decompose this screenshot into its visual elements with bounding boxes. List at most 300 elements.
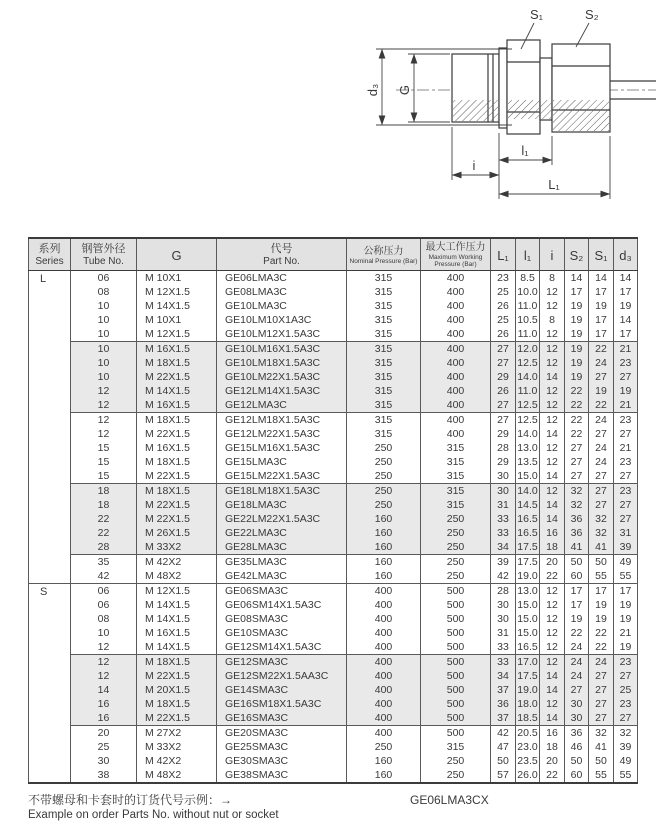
cell-L1: 47 — [491, 740, 516, 754]
cell-max-pressure: 400 — [421, 271, 491, 286]
cell-S1: 17 — [589, 584, 614, 599]
cell-part-no: GE10LM12X1.5A3C — [217, 327, 347, 342]
cell-i: 18 — [540, 540, 565, 555]
cell-part-no: GE12SM22X1.5AA3C — [217, 669, 347, 683]
cell-S1: 17 — [589, 327, 614, 342]
table-row — [29, 584, 638, 599]
table-row — [29, 469, 638, 484]
cell-S2: 60 — [565, 768, 589, 783]
cell-S1: 19 — [589, 612, 614, 626]
cell-i: 12 — [540, 342, 565, 357]
cell-i: 12 — [540, 413, 565, 428]
cell-S1: 50 — [589, 754, 614, 768]
cell-thread-g: M 16X1.5 — [137, 398, 217, 413]
table-row — [29, 512, 638, 526]
header-tube-en: Tube No. — [83, 256, 124, 267]
cell-thread-g: M 48X2 — [137, 569, 217, 584]
cell-tube-no: 12 — [71, 427, 137, 441]
cell-i: 12 — [540, 598, 565, 612]
cell-i: 18 — [540, 740, 565, 754]
table-row — [29, 555, 638, 570]
header-max-pressure — [421, 238, 491, 271]
cell-thread-g: M 14X1.5 — [137, 299, 217, 313]
cell-l1: 12.5 — [517, 399, 538, 411]
cell-nominal-pressure: 160 — [347, 555, 421, 570]
cell-nominal-pressure: 160 — [347, 540, 421, 555]
cell-thread-g: M 16X1.5 — [137, 626, 217, 640]
cell-d3: 21 — [614, 441, 638, 455]
cell-l1: 16.5 — [517, 527, 538, 539]
cell-i: 12 — [540, 626, 565, 640]
cell-i: 12 — [540, 285, 565, 299]
cell-S2: 22 — [565, 427, 589, 441]
cell-thread-g: M 18X1.5 — [137, 655, 217, 670]
cell-L1: 25 — [491, 313, 516, 327]
table-row — [29, 327, 638, 342]
cell-i: 14 — [540, 683, 565, 697]
cell-i: 16 — [540, 726, 565, 741]
cell-part-no: GE35LMA3C — [217, 555, 347, 570]
cell-i: 12 — [540, 484, 565, 499]
cell-tube-no: 15 — [71, 455, 137, 469]
cell-max-pressure: 250 — [421, 526, 491, 540]
cell-S1: 27 — [589, 484, 614, 499]
cell-l1: 14.5 — [517, 499, 538, 511]
footer-example-code: GE06LMA3CX — [410, 793, 489, 807]
cell-i: 12 — [540, 327, 565, 342]
table-row — [29, 455, 638, 469]
cell-S1: 32 — [589, 526, 614, 540]
cell-S2: 17 — [565, 584, 589, 599]
cell-tube-no: 10 — [71, 370, 137, 384]
cell-S1: 32 — [589, 726, 614, 741]
cell-thread-g: M 12X1.5 — [137, 584, 217, 599]
cell-L1: 30 — [491, 598, 516, 612]
cell-max-pressure: 400 — [421, 370, 491, 384]
cell-thread-g: M 14X1.5 — [137, 640, 217, 655]
cell-i: 14 — [540, 711, 565, 726]
cell-part-no: GE16SMA3C — [217, 711, 347, 726]
cell-S1: 22 — [589, 398, 614, 413]
cell-S2: 19 — [565, 313, 589, 327]
cell-nominal-pressure: 250 — [347, 469, 421, 484]
table-row — [29, 413, 638, 428]
table-header-row — [29, 238, 638, 271]
table-row — [29, 598, 638, 612]
cell-l1: 23.5 — [517, 755, 538, 767]
cell-i: 12 — [540, 655, 565, 670]
cell-d3: 21 — [614, 626, 638, 640]
cell-tube-no: 30 — [71, 754, 137, 768]
cell-S1: 27 — [589, 469, 614, 484]
cell-L1: 31 — [491, 498, 516, 512]
header-d3: d₃ — [614, 238, 638, 271]
cell-thread-g: M 14X1.5 — [137, 598, 217, 612]
cell-L1: 57 — [491, 768, 516, 783]
table-row — [29, 669, 638, 683]
cell-tube-no: 10 — [71, 327, 137, 342]
cell-S1: 50 — [589, 555, 614, 570]
cell-tube-no: 16 — [71, 697, 137, 711]
cell-tube-no: 15 — [71, 469, 137, 484]
cell-S2: 24 — [565, 669, 589, 683]
cell-S1: 24 — [589, 655, 614, 670]
cell-d3: 23 — [614, 697, 638, 711]
cell-S2: 27 — [565, 441, 589, 455]
cell-nominal-pressure: 315 — [347, 313, 421, 327]
cell-l1: 15.0 — [517, 599, 538, 611]
cell-part-no: GE22LM22X1.5A3C — [217, 512, 347, 526]
cell-tube-no: 18 — [71, 484, 137, 499]
cell-S1: 14 — [589, 271, 614, 286]
cell-L1: 30 — [491, 469, 516, 484]
cell-d3: 21 — [614, 398, 638, 413]
cell-thread-g: M 22X1.5 — [137, 512, 217, 526]
cell-d3: 55 — [614, 569, 638, 584]
cell-thread-g: M 26X1.5 — [137, 526, 217, 540]
cell-part-no: GE12LMA3C — [217, 398, 347, 413]
cell-part-no: GE08LMA3C — [217, 285, 347, 299]
cell-part-no: GE10LMA3C — [217, 299, 347, 313]
table-row — [29, 768, 638, 783]
cell-S2: 30 — [565, 711, 589, 726]
cell-S2: 36 — [565, 512, 589, 526]
cell-thread-g: M 18X1.5 — [137, 455, 217, 469]
cell-S2: 60 — [565, 569, 589, 584]
cell-max-pressure: 500 — [421, 711, 491, 726]
cell-max-pressure: 400 — [421, 299, 491, 313]
cell-d3: 23 — [614, 484, 638, 499]
cell-d3: 19 — [614, 640, 638, 655]
cell-part-no: GE10LM22X1.5A3C — [217, 370, 347, 384]
cell-L1: 25 — [491, 285, 516, 299]
cell-l1: 8.5 — [516, 271, 540, 286]
cell-S2: 22 — [565, 384, 589, 398]
cell-i: 8 — [540, 271, 565, 286]
cell-S1: 22 — [589, 626, 614, 640]
cell-S1: 41 — [589, 740, 614, 754]
cell-l1: 11.0 — [516, 384, 540, 398]
cell-thread-g: M 22X1.5 — [137, 711, 217, 726]
cell-thread-g: M 18X1.5 — [137, 413, 217, 428]
cell-d3: 19 — [614, 612, 638, 626]
cell-S2: 41 — [565, 540, 589, 555]
cell-S2: 17 — [565, 598, 589, 612]
table-row — [29, 697, 638, 711]
cell-i: 12 — [540, 299, 565, 313]
table-row — [29, 356, 638, 370]
cell-d3: 25 — [614, 683, 638, 697]
cell-part-no: GE15LM22X1.5A3C — [217, 469, 347, 484]
series-label: S — [29, 584, 71, 784]
cell-tube-no: 10 — [71, 342, 137, 357]
header-part-no — [217, 238, 347, 271]
footer-note-cn: 不带螺母和卡套时的订货代号示例：→ — [28, 793, 233, 807]
cell-S2: 27 — [565, 683, 589, 697]
table-row — [29, 540, 638, 555]
cell-l1: 15.0 — [517, 613, 538, 625]
cell-max-pressure: 250 — [421, 555, 491, 570]
cell-l1: 11.0 — [516, 327, 540, 342]
cell-part-no: GE06LMA3C — [217, 271, 347, 286]
fitting-technical-drawing — [362, 2, 660, 214]
parts-table-body — [29, 271, 638, 784]
cell-part-no: GE12LM22X1.5A3C — [217, 427, 347, 441]
header-l1: l₁ — [516, 238, 540, 271]
cell-S2: 19 — [565, 356, 589, 370]
table-row — [29, 370, 638, 384]
cell-thread-g: M 16X1.5 — [137, 342, 217, 357]
cell-nominal-pressure: 160 — [347, 569, 421, 584]
cell-l1: 19.0 — [517, 684, 538, 696]
cell-max-pressure: 500 — [421, 640, 491, 655]
cell-thread-g: M 20X1.5 — [137, 683, 217, 697]
cell-tube-no: 14 — [71, 683, 137, 697]
cell-S1: 24 — [589, 455, 614, 469]
table-row — [29, 683, 638, 697]
cell-S2: 14 — [565, 271, 589, 286]
cell-nominal-pressure: 400 — [347, 612, 421, 626]
cell-i: 12 — [540, 384, 565, 398]
cell-S2: 30 — [565, 697, 589, 711]
cell-S1: 27 — [589, 697, 614, 711]
cell-d3: 49 — [614, 754, 638, 768]
cell-L1: 26 — [491, 299, 516, 313]
header-thread-g — [137, 238, 217, 271]
cell-i: 14 — [540, 427, 565, 441]
cell-d3: 27 — [614, 370, 638, 384]
table-row — [29, 754, 638, 768]
table-row — [29, 342, 638, 357]
cell-L1: 36 — [491, 697, 516, 711]
cell-S2: 32 — [565, 484, 589, 499]
cell-S2: 50 — [565, 555, 589, 570]
cell-S1: 55 — [589, 768, 614, 783]
cell-d3: 32 — [614, 726, 638, 741]
header-g-label: G — [171, 247, 182, 263]
cell-S1: 32 — [589, 512, 614, 526]
cell-thread-g: M 22X1.5 — [137, 669, 217, 683]
cell-S1: 17 — [589, 313, 614, 327]
cell-max-pressure: 400 — [421, 398, 491, 413]
cell-S1: 24 — [589, 413, 614, 428]
cell-L1: 42 — [491, 726, 516, 741]
cell-tube-no: 18 — [71, 498, 137, 512]
cell-L1: 39 — [491, 555, 516, 570]
cell-L1: 42 — [491, 569, 516, 584]
cell-S1: 27 — [589, 683, 614, 697]
cell-nominal-pressure: 400 — [347, 655, 421, 670]
cell-L1: 29 — [491, 455, 516, 469]
cell-thread-g: M 48X2 — [137, 768, 217, 783]
cell-S2: 24 — [565, 655, 589, 670]
footer-note — [28, 793, 637, 822]
cell-thread-g: M 12X1.5 — [137, 327, 217, 342]
table-row — [29, 484, 638, 499]
table-row — [29, 285, 638, 299]
table-row — [29, 398, 638, 413]
table-row — [29, 313, 638, 327]
label-s1: S₁ — [530, 7, 544, 22]
cell-nominal-pressure: 315 — [347, 356, 421, 370]
header-i: i — [540, 238, 565, 271]
cell-S2: 19 — [565, 342, 589, 357]
cell-nominal-pressure: 160 — [347, 768, 421, 783]
cell-max-pressure: 400 — [421, 413, 491, 428]
cell-d3: 27 — [614, 711, 638, 726]
cell-S2: 17 — [565, 285, 589, 299]
cell-max-pressure: 400 — [421, 313, 491, 327]
cell-part-no: GE25SMA3C — [217, 740, 347, 754]
cell-part-no: GE12SMA3C — [217, 655, 347, 670]
cell-tube-no: 16 — [71, 711, 137, 726]
cell-l1: 20.5 — [517, 727, 538, 739]
cell-part-no: GE12LM18X1.5A3C — [217, 413, 347, 428]
cell-nominal-pressure: 315 — [347, 342, 421, 357]
cell-S1: 27 — [589, 711, 614, 726]
cell-L1: 33 — [491, 640, 516, 655]
cell-S1: 41 — [589, 540, 614, 555]
cell-nominal-pressure: 400 — [347, 598, 421, 612]
cell-l1: 17.0 — [517, 656, 538, 668]
cell-tube-no: 06 — [71, 584, 137, 599]
table-row — [29, 427, 638, 441]
header-max-cn: 最大工作压力 — [425, 242, 486, 253]
cell-S2: 22 — [565, 626, 589, 640]
table-row — [29, 526, 638, 540]
cell-S2: 36 — [565, 726, 589, 741]
table-row — [29, 726, 638, 741]
cell-thread-g: M 27X2 — [137, 726, 217, 741]
cell-L1: 37 — [491, 711, 516, 726]
cell-i: 12 — [540, 584, 565, 599]
cell-tube-no: 12 — [71, 655, 137, 670]
header-series-cn: 系列 — [38, 243, 61, 255]
cell-nominal-pressure: 315 — [347, 370, 421, 384]
cell-d3: 27 — [614, 427, 638, 441]
cell-part-no: GE18LM18X1.5A3C — [217, 484, 347, 499]
cell-l1: 18.0 — [517, 698, 538, 710]
cell-nominal-pressure: 400 — [347, 726, 421, 741]
cell-S1: 27 — [589, 498, 614, 512]
cell-tube-no: 12 — [71, 384, 137, 398]
cell-part-no: GE14SMA3C — [217, 683, 347, 697]
cell-nominal-pressure: 315 — [347, 271, 421, 286]
cell-max-pressure: 500 — [421, 626, 491, 640]
cell-tube-no: 12 — [71, 640, 137, 655]
label-i: i — [472, 158, 476, 173]
cell-L1: 26 — [491, 384, 516, 398]
cell-part-no: GE10LM16X1.5A3C — [217, 342, 347, 357]
cell-S2: 19 — [565, 612, 589, 626]
cell-nominal-pressure: 400 — [347, 584, 421, 599]
table-row — [29, 640, 638, 655]
cell-L1: 30 — [491, 484, 516, 499]
cell-part-no: GE06SMA3C — [217, 584, 347, 599]
cell-d3: 19 — [614, 384, 638, 398]
cell-L1: 23 — [491, 271, 516, 286]
cell-l1: 17.5 — [517, 670, 538, 682]
cell-i: 14 — [540, 370, 565, 384]
cell-d3: 14 — [614, 271, 638, 286]
cell-part-no: GE42LMA3C — [217, 569, 347, 584]
cell-nominal-pressure: 250 — [347, 498, 421, 512]
cell-S2: 24 — [565, 640, 589, 655]
cell-part-no: GE22LMA3C — [217, 526, 347, 540]
cell-nominal-pressure: 315 — [347, 413, 421, 428]
cell-thread-g: M 42X2 — [137, 555, 217, 570]
cell-nominal-pressure: 250 — [347, 484, 421, 499]
cell-l1: 10.0 — [517, 286, 538, 298]
label-L1: L₁ — [548, 177, 560, 192]
cell-max-pressure: 500 — [421, 584, 491, 599]
cell-thread-g: M 16X1.5 — [137, 441, 217, 455]
cell-tube-no: 12 — [71, 413, 137, 428]
cell-d3: 21 — [614, 342, 638, 357]
cell-thread-g: M 18X1.5 — [137, 484, 217, 499]
header-nominal-pressure — [347, 238, 421, 271]
cell-max-pressure: 315 — [421, 455, 491, 469]
cell-i: 12 — [540, 398, 565, 413]
cell-nominal-pressure: 250 — [347, 441, 421, 455]
cell-d3: 23 — [614, 655, 638, 670]
cell-d3: 19 — [614, 598, 638, 612]
label-s2: S₂ — [585, 7, 599, 22]
table-row — [29, 740, 638, 754]
cell-tube-no: 12 — [71, 669, 137, 683]
cell-part-no: GE08SMA3C — [217, 612, 347, 626]
cell-S2: 22 — [565, 398, 589, 413]
cell-i: 14 — [540, 512, 565, 526]
cell-l1: 26.0 — [517, 769, 538, 781]
cell-part-no: GE06SM14X1.5A3C — [217, 598, 347, 612]
cell-max-pressure: 500 — [421, 598, 491, 612]
cell-S2: 19 — [565, 370, 589, 384]
cell-l1: 16.5 — [517, 513, 538, 525]
cell-i: 12 — [540, 441, 565, 455]
cell-part-no: GE18LMA3C — [217, 498, 347, 512]
cell-d3: 55 — [614, 768, 638, 783]
cell-part-no: GE30SMA3C — [217, 754, 347, 768]
table-row — [29, 299, 638, 313]
cell-l1: 18.5 — [517, 712, 538, 724]
cell-max-pressure: 400 — [421, 327, 491, 342]
cell-nominal-pressure: 400 — [347, 640, 421, 655]
cell-part-no: GE15LM16X1.5A3C — [217, 441, 347, 455]
table-row — [29, 441, 638, 455]
header-nominal-cn: 公称压力 — [363, 245, 404, 257]
cell-l1: 14.0 — [517, 428, 538, 440]
cell-part-no: GE15LMA3C — [217, 455, 347, 469]
cell-max-pressure: 500 — [421, 726, 491, 741]
cell-max-pressure: 250 — [421, 754, 491, 768]
cell-l1: 13.0 — [517, 442, 538, 454]
cell-L1: 34 — [491, 669, 516, 683]
cell-i: 14 — [540, 669, 565, 683]
cell-l1: 13.5 — [517, 456, 538, 468]
cell-l1: 14.0 — [517, 485, 538, 497]
cell-part-no: GE12LM14X1.5A3C — [217, 384, 347, 398]
cell-L1: 33 — [491, 655, 516, 670]
cell-part-no: GE12SM14X1.5A3C — [217, 640, 347, 655]
cell-thread-g: M 18X1.5 — [137, 697, 217, 711]
cell-i: 8 — [540, 313, 565, 327]
cell-thread-g: M 10X1 — [137, 271, 217, 286]
cell-nominal-pressure: 160 — [347, 526, 421, 540]
cell-tube-no: 28 — [71, 540, 137, 555]
cell-part-no: GE28LMA3C — [217, 540, 347, 555]
cell-d3: 17 — [614, 584, 638, 599]
